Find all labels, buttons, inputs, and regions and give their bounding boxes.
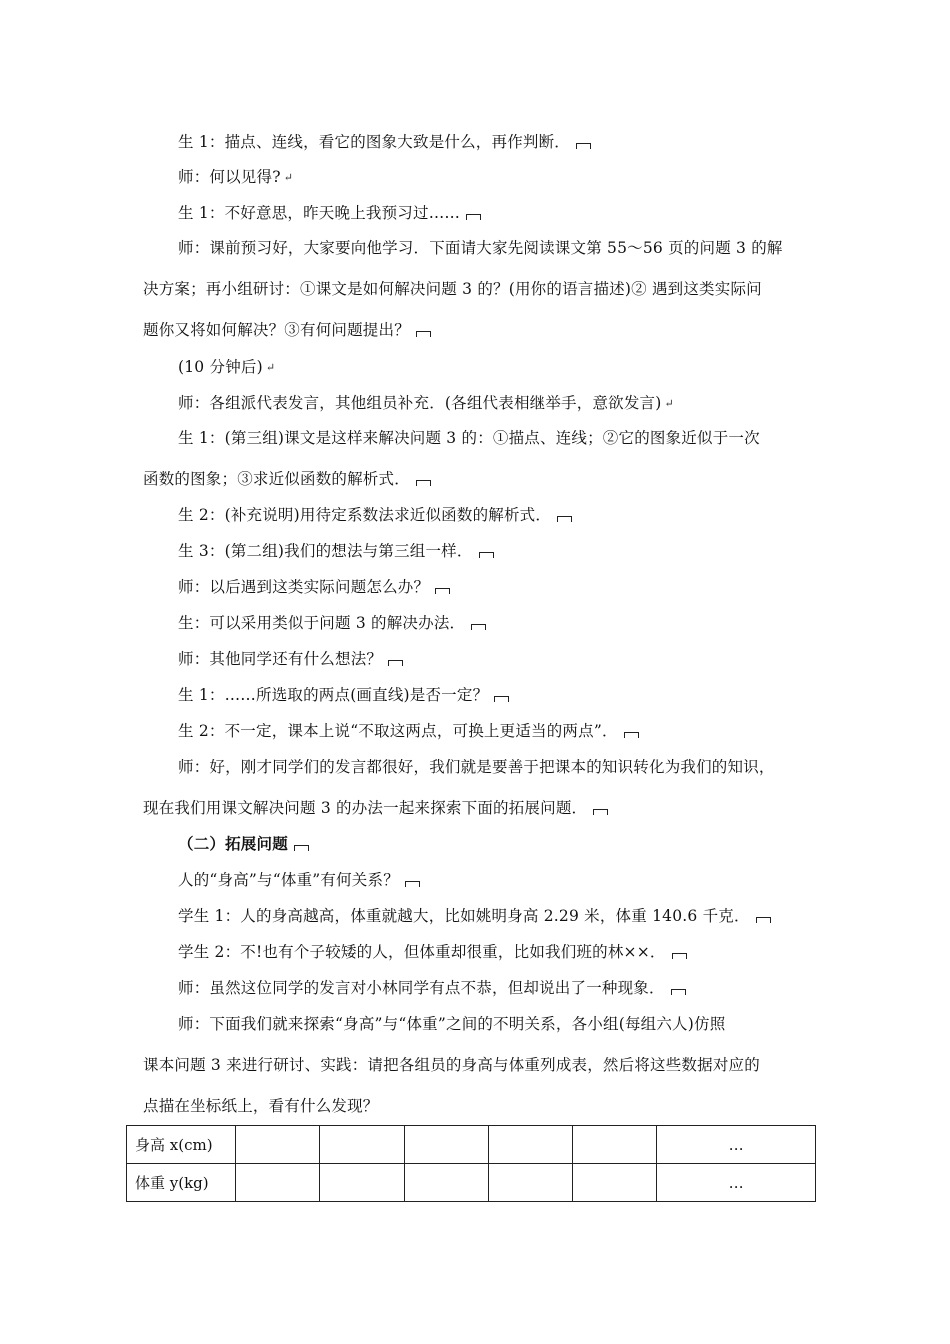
- text-line: [178, 503, 572, 525]
- text-line: [178, 539, 494, 561]
- paragraph-mark-icon: [593, 809, 608, 815]
- table-cell: [488, 1126, 572, 1164]
- line-break-icon: ↵: [664, 397, 674, 410]
- text-line: [178, 355, 275, 377]
- text-line-content: 题你又将如何解决？③有何问题提出？: [143, 321, 410, 339]
- table-cell: [236, 1164, 320, 1202]
- text-line: [178, 1012, 725, 1034]
- text-line: [178, 575, 450, 597]
- text-line: [178, 391, 674, 413]
- text-line: [178, 904, 771, 926]
- paragraph-mark-icon: [671, 989, 686, 995]
- paragraph-mark-icon: [557, 516, 572, 522]
- text-line-content: 师：其他同学还有什么想法？: [178, 650, 383, 668]
- table-cell: [236, 1126, 320, 1164]
- table-cell: [573, 1126, 657, 1164]
- text-line: [178, 868, 420, 890]
- text-line-content: 生 2：不一定，课本上说“不取这两点，可换上更适当的两点”．: [178, 722, 618, 740]
- paragraph-mark-icon: [416, 331, 431, 337]
- text-line-content: 生 3：(第二组)我们的想法与第三组一样．: [178, 542, 473, 560]
- text-line-content: 师：下面我们就来探索“身高”与“体重”之间的不明关系，各小组(每组六人)仿照: [178, 1015, 726, 1033]
- text-line-content: （二）拓展问题: [178, 834, 288, 853]
- table-cell: [573, 1164, 657, 1202]
- text-line: [178, 755, 775, 777]
- text-line-content: 师：何以见得?: [178, 168, 281, 186]
- text-line: [143, 1053, 760, 1075]
- text-line-content: 生 1：(第三组)课文是这样来解决问题 3 的：①描点、连线；②它的图象近似于一次: [178, 429, 760, 447]
- text-line: [178, 201, 481, 223]
- table-cell: [320, 1126, 404, 1164]
- text-line-content: 师：课前预习好，大家要向他学习．下面请大家先阅读课文第 55～56 页的问题 3 的解: [178, 239, 783, 257]
- text-line: [178, 940, 687, 962]
- text-line-content: 生 1：描点、连线，看它的图象大致是什么，再作判断．: [178, 133, 570, 151]
- text-line: [178, 832, 309, 854]
- paragraph-mark-icon: [479, 552, 494, 558]
- text-line: [143, 1094, 379, 1116]
- paragraph-mark-icon: [466, 214, 481, 220]
- paragraph-mark-icon: [576, 143, 591, 149]
- paragraph-mark-icon: [405, 881, 420, 887]
- text-line-content: 学生 2：不!也有个子较矮的人，但体重却很重，比如我们班的林××．: [178, 943, 666, 961]
- table-row: [127, 1126, 816, 1164]
- row-header-weight: 体重 y(kg): [127, 1164, 236, 1202]
- paragraph-mark-icon: [471, 624, 486, 630]
- table-cell: [488, 1164, 572, 1202]
- paragraph-mark-icon: [416, 480, 431, 486]
- text-line-content: 生 2：(补充说明)用待定系数法求近似函数的解析式．: [178, 506, 552, 524]
- text-line-content: 函数的图象；③求近似函数的解析式．: [143, 470, 410, 488]
- text-line-content: 生 1：不好意思，昨天晚上我预习过……: [178, 204, 461, 222]
- text-line: [178, 719, 639, 741]
- table-cell: [404, 1126, 488, 1164]
- text-line: [178, 611, 486, 633]
- text-line-content: 现在我们用课文解决问题 3 的办法一起来探索下面的拓展问题．: [143, 799, 588, 817]
- text-line-content: 学生 1：人的身高越高，体重就越大，比如姚明身高 2.29 米，体重 140.6 千克．: [178, 907, 750, 925]
- text-line-content: 师：以后遇到这类实际问题怎么办？: [178, 578, 430, 596]
- paragraph-mark-icon: [294, 845, 309, 851]
- text-line-content: 决方案；再小组研讨：①课文是如何解决问题 3 的？(用你的语言描述)② 遇到这类实际问: [143, 280, 762, 298]
- text-line-content: (10 分钟后): [178, 358, 263, 376]
- text-line: [143, 467, 431, 489]
- table-cell-ellipsis: …: [657, 1164, 816, 1202]
- text-line-content: 点描在坐标纸上，看有什么发现？: [143, 1097, 379, 1115]
- text-line-content: 人的“身高”与“体重”有何关系？: [178, 871, 399, 889]
- text-line-content: 师：各组派代表发言，其他组员补充．(各组代表相继举手，意欲发言): [178, 394, 662, 412]
- paragraph-mark-icon: [756, 917, 771, 923]
- height-weight-table: [126, 1125, 816, 1202]
- paragraph-mark-icon: [435, 588, 450, 594]
- text-line: [178, 130, 591, 152]
- text-line: [178, 683, 509, 705]
- paragraph-mark-icon: [494, 696, 509, 702]
- table-cell: [320, 1164, 404, 1202]
- text-line-content: 师：虽然这位同学的发言对小林同学有点不恭，但却说出了一种现象．: [178, 979, 665, 997]
- paragraph-mark-icon: [388, 660, 403, 666]
- table-row: [127, 1164, 816, 1202]
- line-break-icon: ↵: [283, 171, 294, 184]
- text-line-content: 课本问题 3 来进行研讨、实践：请把各组员的身高与体重列成表，然后将这些数据对应的: [143, 1056, 760, 1074]
- text-line: [143, 318, 431, 340]
- text-line: [143, 277, 762, 299]
- table-cell: [404, 1164, 488, 1202]
- text-line: [178, 426, 760, 448]
- text-line: [178, 236, 783, 258]
- text-line: [178, 976, 686, 998]
- text-line-content: 师：好，刚才同学们的发言都很好，我们就是要善于把课本的知识转化为我们的知识，: [178, 758, 775, 776]
- text-line: [178, 647, 403, 669]
- row-header-height: 身高 x(cm): [127, 1126, 236, 1164]
- table-cell-ellipsis: …: [657, 1126, 816, 1164]
- text-line: [178, 165, 293, 187]
- text-line: [143, 796, 608, 818]
- line-break-icon: ↵: [265, 361, 276, 374]
- paragraph-mark-icon: [672, 953, 687, 959]
- text-line-content: 生 1：……所选取的两点(画直线)是否一定？: [178, 686, 489, 704]
- text-line-content: 生：可以采用类似于问题 3 的解决办法．: [178, 614, 466, 632]
- paragraph-mark-icon: [624, 732, 639, 738]
